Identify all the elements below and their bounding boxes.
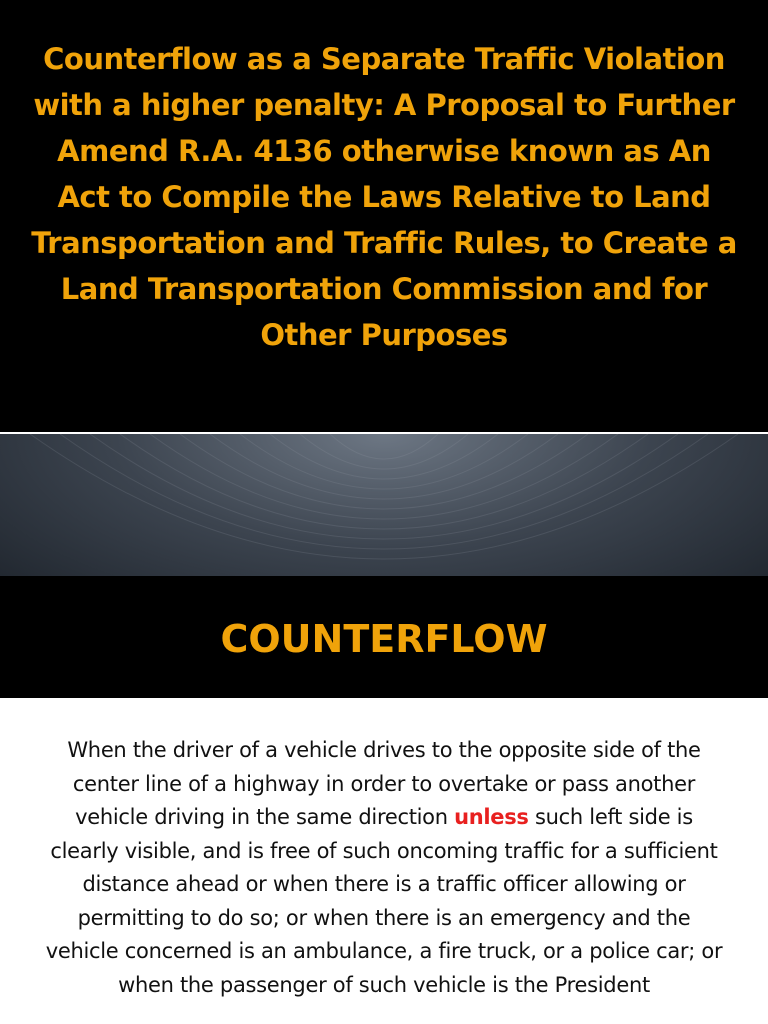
decorative-gradient-band	[0, 434, 768, 576]
definition-text-after: such left side is clearly visible, and is free of such oncoming traffic for a sufficient distance ahead or when there is a traffic officer allowing or permitting to do so; or when there is an emergency and the vehicle concerned is an ambulance, a fire truck, or a police car; or when the passenger of such vehicle is the President	[45, 805, 723, 997]
decorative-arc-lines	[0, 434, 768, 576]
slide-title-page	[0, 0, 768, 432]
slide-section-header	[0, 434, 768, 698]
slide-title: Counterflow as a Separate Traffic Violation with a higher penalty: A Proposal to Further Amend R.A. 4136 otherwise known as An Act to Compile the Laws Relative to Land Transportation and Traffic Rules, to Create a Land Transportation Commission and for Other Purposes	[31, 42, 737, 352]
section-title: COUNTERFLOW	[220, 617, 548, 661]
highlight-word: unless	[454, 805, 529, 829]
definition-paragraph	[40, 734, 728, 1002]
slide-definition	[0, 704, 768, 1024]
definition-text-before: When the driver of a vehicle drives to the opposite side of the center line of a highway in order to overtake or pass another vehicle driving in the same direction	[67, 738, 701, 829]
